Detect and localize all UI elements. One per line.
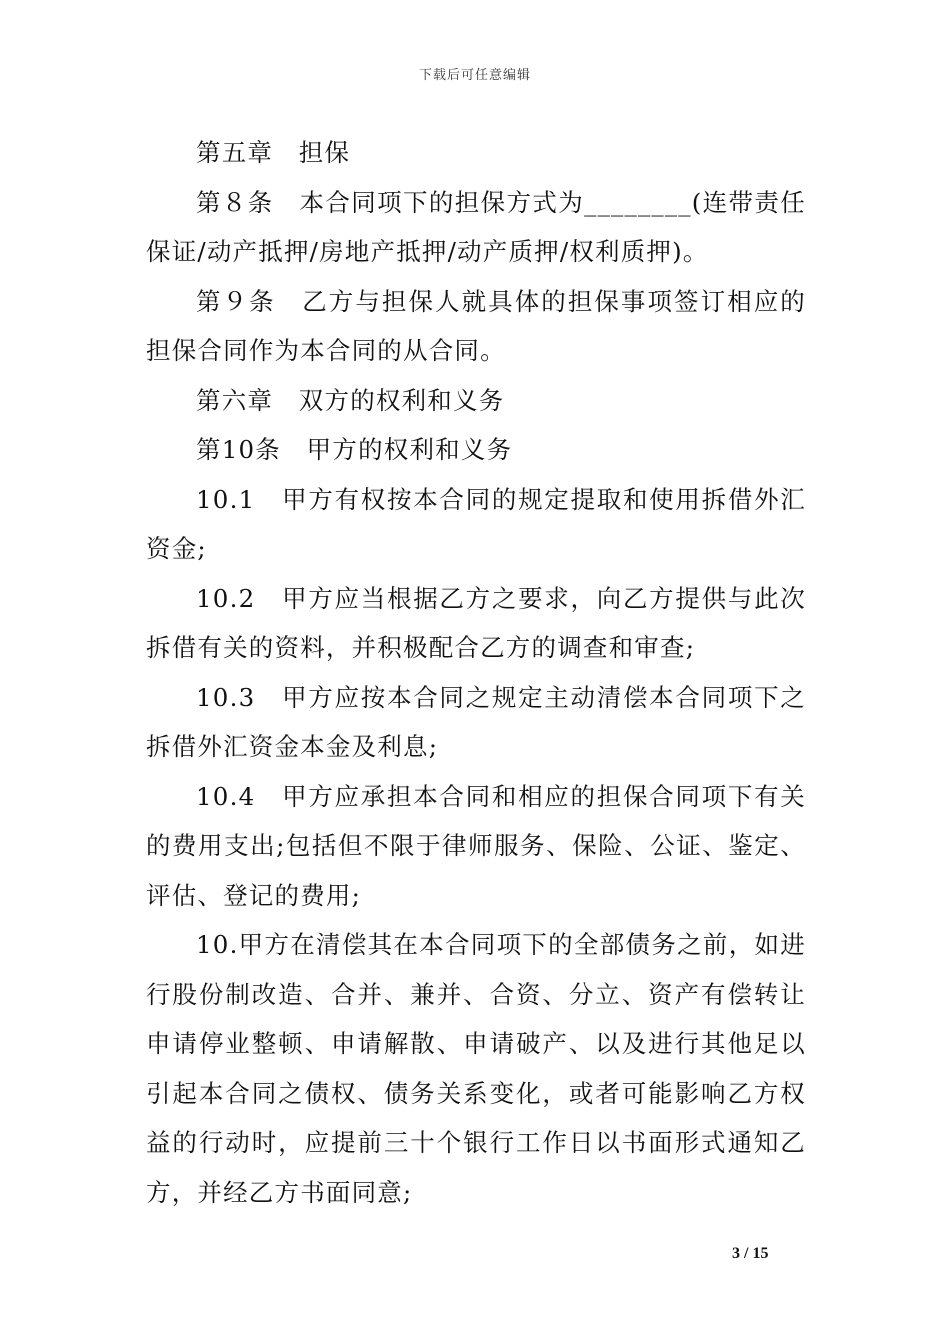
clause-10-1: 10.1 甲方有权按本合同的规定提取和使用拆借外汇资金; bbox=[146, 484, 806, 563]
article-9: 第９条 乙方与担保人就具体的担保事项签订相应的担保合同作为本合同的从合同。 bbox=[146, 286, 806, 365]
clause-10-3: 10.3 甲方应按本合同之规定主动清偿本合同项下之拆借外汇资金本金及利息; bbox=[146, 682, 806, 761]
page-number: 3 / 15 bbox=[732, 1245, 769, 1262]
clause-10-2: 10.2 甲方应当根据乙方之要求，向乙方提供与此次拆借有关的资料，并积极配合乙方的调查和审查; bbox=[146, 583, 806, 662]
document-body bbox=[146, 128, 806, 1217]
clause-10-4: 10.4 甲方应承担本合同和相应的担保合同项下有关的费用支出;包括但不限于律师服务、保险、公证、鉴定、评估、登记的费用; bbox=[146, 781, 806, 910]
article-8: 第８条 本合同项下的担保方式为________(连带责任保证/动产抵押/房地产抵押/动产质押/权利质押)。 bbox=[146, 187, 806, 266]
clause-10-5: 10.甲方在清偿其在本合同项下的全部债务之前，如进行股份制改造、合并、兼并、合资、分立、资产有偿转让申请停业整顿、申请解散、申请破产、以及进行其他足以引起本合同之债权、债务关系变化，或者可能影响乙方权益的行动时，应提前三十个银行工作日以书面形式通知乙方，并经乙方书面同意; bbox=[146, 930, 806, 1207]
page-header-note: 下载后可任意编辑 bbox=[418, 68, 531, 83]
chapter-6-heading: 第六章 双方的权利和义务 bbox=[196, 385, 505, 415]
article-10-heading: 第10条 甲方的权利和义务 bbox=[196, 435, 513, 464]
chapter-5-heading: 第五章 担保 bbox=[196, 138, 351, 167]
